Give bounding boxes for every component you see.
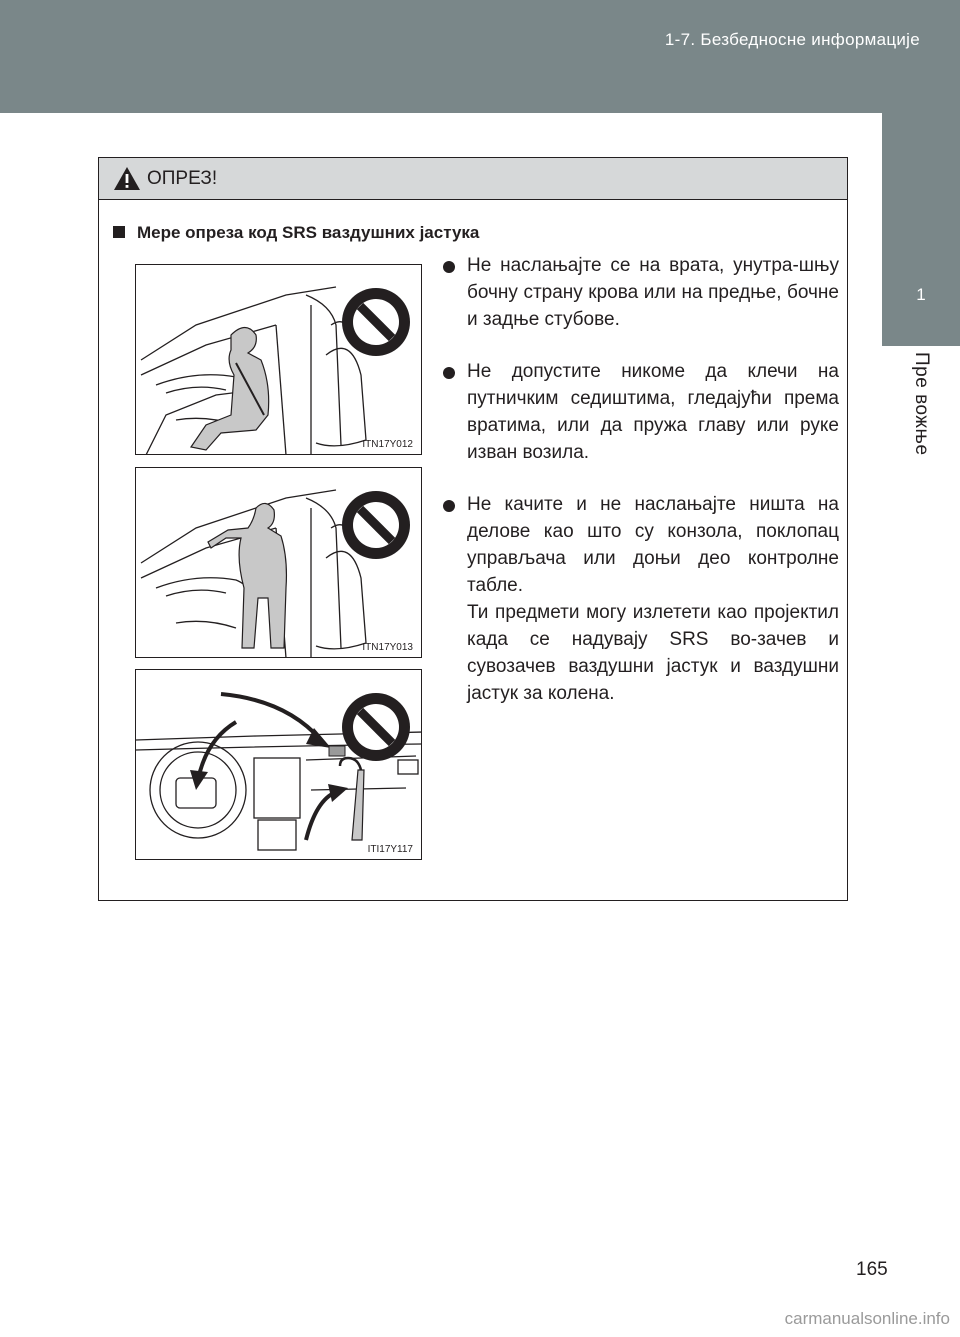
warning-triangle-icon <box>113 166 141 191</box>
bullet-dot-icon <box>443 500 455 512</box>
chapter-number: 1 <box>916 285 926 304</box>
section-heading-text: Мере опреза код SRS ваздушних јастука <box>137 223 480 242</box>
chapter-label: Пре вожње <box>911 352 932 456</box>
figure-code: ITI17Y117 <box>367 844 413 855</box>
no-kneeling-icon <box>136 468 422 658</box>
figure-code: ITN17Y013 <box>362 642 413 653</box>
watermark: carmanualsonline.info <box>784 1309 950 1328</box>
list-item-text: Не наслањајте се на врата, унутра-шњу бочну страну крова или на предње, бочне и задње стубове. <box>467 255 839 330</box>
figure-no-objects <box>135 669 422 860</box>
figure-no-leaning <box>135 264 422 455</box>
list-item-text: Не допустите никоме да клечи на путничким седиштима, гледајући према вратима, или да пружа главу или руке изван возила. <box>467 361 839 463</box>
section-heading <box>113 223 479 243</box>
bullet-dot-icon <box>443 367 455 379</box>
bullet-list <box>433 252 839 732</box>
chapter-tab <box>882 113 960 346</box>
figure-code: ITN17Y012 <box>362 439 413 450</box>
page-number: 165 <box>856 1259 888 1280</box>
figure-no-kneeling <box>135 467 422 658</box>
caution-title: ОПРЕЗ! <box>147 168 218 189</box>
square-bullet-icon <box>113 226 125 238</box>
no-objects-on-dashboard-icon <box>136 670 422 860</box>
list-item-text: Не качите и не наслањајте ништа на делове као што су конзола, поклопац управљача или доњи део контролне табле. Ти предмети могу излетети као пројектил када се надувају SRS во-зачев и сувозачев ваздушни јастук и ваздушни јастук за колена. <box>467 494 839 704</box>
no-leaning-icon <box>136 265 422 455</box>
caution-header <box>99 158 847 200</box>
caution-box <box>98 157 848 901</box>
section-title: 1-7. Безбедносне информације <box>664 30 920 49</box>
list-item <box>433 358 839 466</box>
bullet-dot-icon <box>443 261 455 273</box>
list-item <box>433 252 839 333</box>
header-bar <box>0 0 960 113</box>
list-item <box>433 491 839 707</box>
